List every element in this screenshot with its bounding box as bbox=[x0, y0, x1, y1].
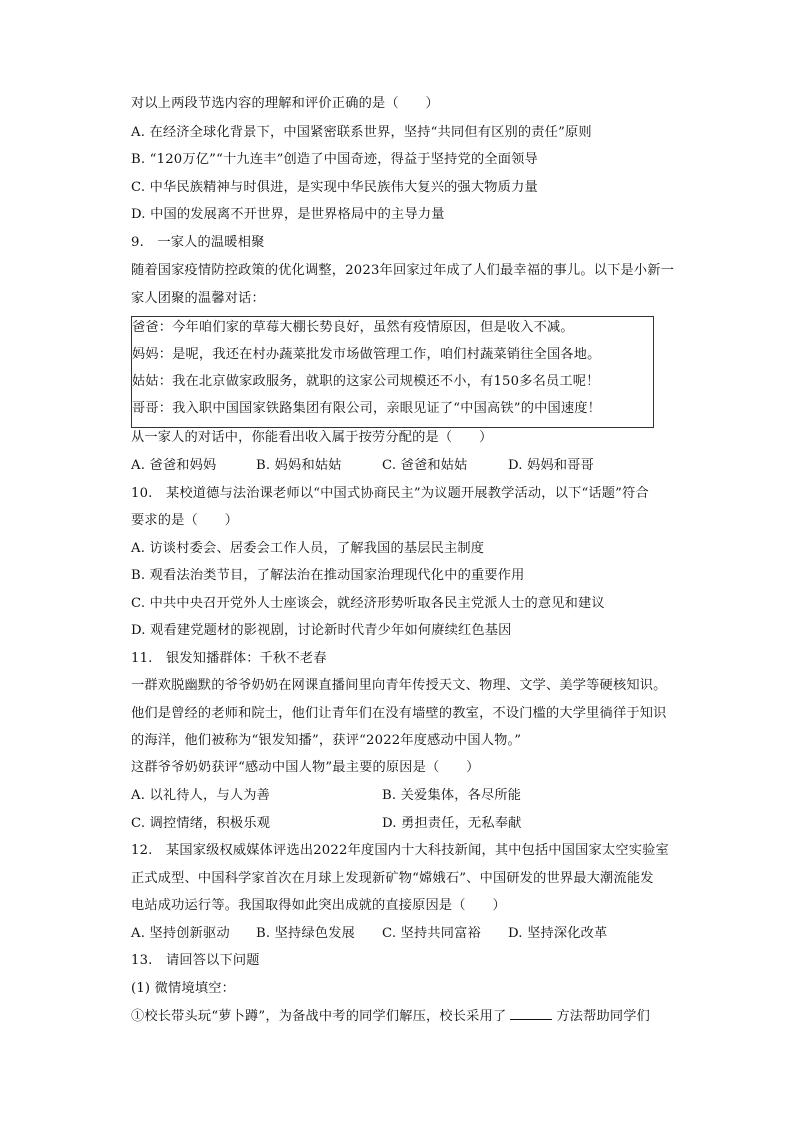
q12-option-c: C. 坚持共同富裕 bbox=[382, 926, 481, 941]
dialogue-line-brother: 哥哥：我入职中国国家铁路集团有限公司，亲眼见证了“中国高铁”的中国速度！ bbox=[132, 401, 602, 416]
q12-option-b: B. 坚持绿色发展 bbox=[256, 926, 355, 941]
q13-fill-in-line bbox=[131, 1007, 650, 1026]
q8-stem: 对以上两段节选内容的理解和评价正确的是（ ） bbox=[131, 96, 439, 111]
q8-option-d: D. 中国的发展离不开世界，是世界格局中的主导力量 bbox=[131, 207, 445, 222]
dialogue-box bbox=[131, 316, 654, 428]
q13-item-text-before: ①校长带头玩“萝卜蹲”，为备战中考的同学们解压，校长采用了 bbox=[131, 1009, 507, 1024]
dialogue-line-aunt: 姑姑：我在北京做家政服务，就职的这家公司规模还不小，有150多名员工呢！ bbox=[132, 374, 600, 389]
q9-option-c: C. 爸爸和姑姑 bbox=[382, 458, 468, 473]
q11-option-d: D. 勇担责任，无私奉献 bbox=[382, 816, 522, 831]
q10-option-b: B. 观看法治类节目，了解法治在推动国家治理现代化中的重要作用 bbox=[131, 568, 525, 583]
q12-stem-line-1: 12. 某国家级权威媒体评选出2022年度国内十大科技新闻，其中包括中国国家太空实验室 bbox=[131, 843, 669, 858]
q9-stem: 从一家人的对话中，你能看出收入属于按劳分配的是（ ） bbox=[131, 430, 493, 445]
q13-item-text-after: 方法帮助同学们 bbox=[556, 1009, 651, 1024]
q8-option-a: A. 在经济全球化背景下，中国紧密联系世界，坚持“共同但有区别的责任”原则 bbox=[131, 125, 592, 140]
q10-option-c: C. 中共中央召开党外人士座谈会，就经济形势听取各民主党派人士的意见和建议 bbox=[131, 596, 605, 611]
q10-option-d: D. 观看建党题材的影视剧，讨论新时代青少年如何赓续红色基因 bbox=[131, 623, 512, 638]
q8-option-b: B. “120万亿”“十九连丰”创造了中国奇迹，得益于坚持党的全面领导 bbox=[131, 152, 538, 167]
q13-subquestion: (1) 微情境填空： bbox=[131, 981, 235, 996]
q12-stem-line-3: 电站成功运行等。我国取得如此突出成就的直接原因是（ ） bbox=[131, 898, 506, 913]
dialogue-line-mom: 妈妈：是呢，我还在村办蔬菜批发市场做管理工作，咱们村蔬菜销往全国各地。 bbox=[132, 347, 601, 362]
q11-option-c: C. 调控情绪，积极乐观 bbox=[131, 816, 271, 831]
q13-title: 13. 请回答以下问题 bbox=[131, 953, 260, 968]
q10-stem-line-1: 10. 某校道德与法治课老师以“中国式协商民主”为议题开展教学活动，以下“话题”符合 bbox=[131, 486, 649, 501]
q12-option-a: A. 坚持创新驱动 bbox=[131, 926, 230, 941]
q11-paragraph-line-2: 他们是曾经的老师和院士，他们让青年们在没有墙壁的教室，不设门槛的大学里徜徉于知识 bbox=[131, 706, 667, 721]
answer-blank[interactable] bbox=[510, 1007, 552, 1020]
q11-stem: 这群爷爷奶奶获评“感动中国人物”最主要的原因是（ ） bbox=[131, 760, 480, 775]
q9-intro-line-2: 家人团聚的温馨对话： bbox=[131, 291, 265, 306]
q9-option-a: A. 爸爸和妈妈 bbox=[131, 458, 217, 473]
q9-option-b: B. 妈妈和姑姑 bbox=[256, 458, 342, 473]
q11-option-a: A. 以礼待人，与人为善 bbox=[131, 788, 270, 803]
q11-paragraph-line-3: 的海洋，他们被称为“银发知播”，获评“2022年度感动中国人物。” bbox=[131, 733, 522, 748]
q10-stem-line-2: 要求的是（ ） bbox=[131, 513, 239, 528]
q9-title: 9. 一家人的温暖相聚 bbox=[131, 235, 265, 250]
q11-paragraph-line-1: 一群欢脱幽默的爷爷奶奶在网课直播间里向青年传授天文、物理、文学、美学等硬核知识。 bbox=[131, 678, 667, 693]
q10-option-a: A. 访谈村委会、居委会工作人员，了解我国的基层民主制度 bbox=[131, 541, 485, 556]
q11-title: 11. 银发知播群体：千秋不老春 bbox=[131, 651, 327, 666]
q12-stem-line-2: 正式成型、中国科学家首次在月球上发现新矿物“嫦娥石”、中国研发的世界最大潮流能发 bbox=[131, 871, 654, 886]
q8-option-c: C. 中华民族精神与时俱进，是实现中华民族伟大复兴的强大物质力量 bbox=[131, 180, 538, 195]
q12-option-d: D. 坚持深化改革 bbox=[508, 926, 608, 941]
dialogue-line-dad: 爸爸：今年咱们家的草莓大棚长势良好，虽然有疫情原因，但是收入不减。 bbox=[132, 320, 574, 335]
q11-option-b: B. 关爱集体，各尽所能 bbox=[382, 788, 522, 803]
q9-intro-line-1: 随着国家疫情防控政策的优化调整，2023年回家过年成了人们最幸福的事儿。以下是小新一 bbox=[131, 263, 675, 278]
q9-option-d: D. 妈妈和哥哥 bbox=[508, 458, 595, 473]
